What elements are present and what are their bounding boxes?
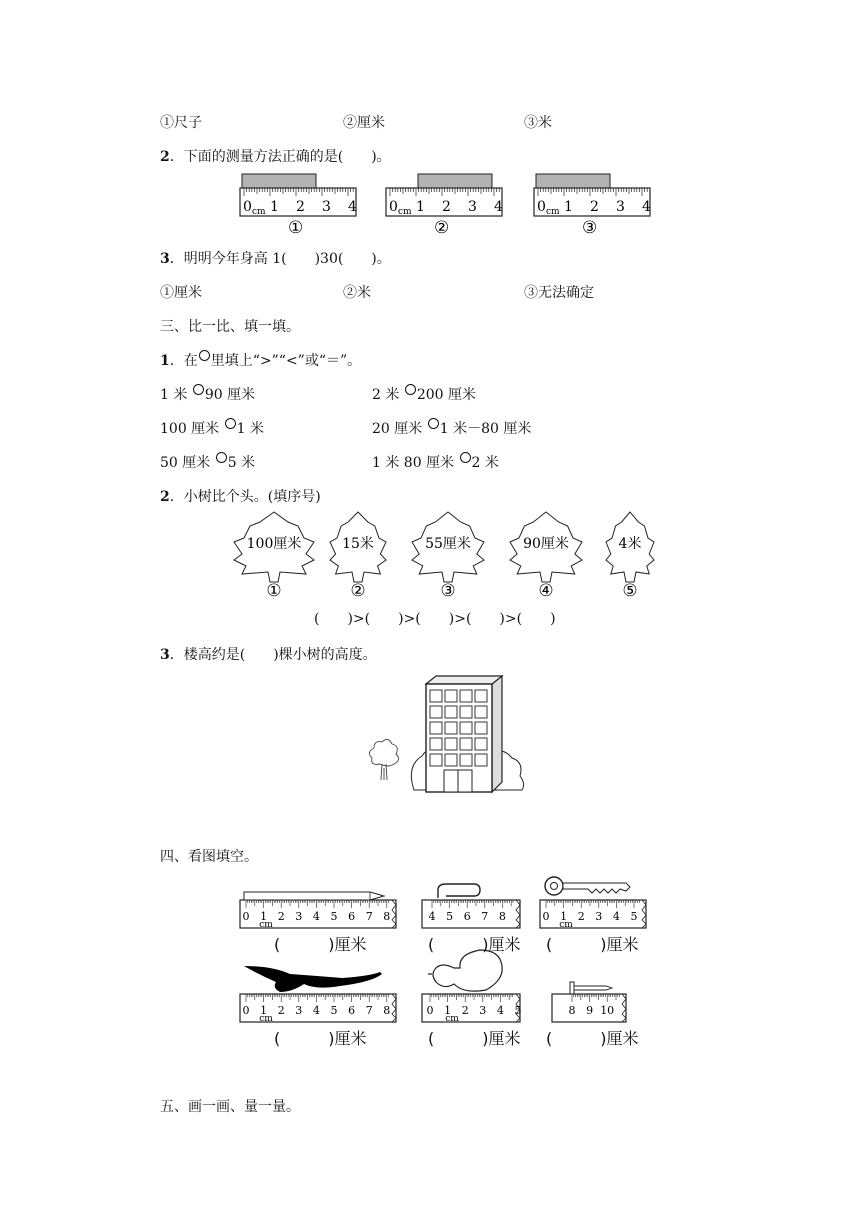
tree-5 [606,512,654,600]
tick-label: 3 [595,910,603,923]
ruler-measurement-figure [236,172,656,236]
gourd-icon [433,950,502,991]
tick-label: 2 [461,1004,469,1017]
compare-item: 1 米 80 厘米 2 米 [372,452,499,472]
circle-icon [199,350,210,361]
tick-label: 3 [295,910,303,923]
tick-label: 4 [496,1004,504,1017]
nail-icon [570,982,574,994]
tick-label: 1 [444,1004,452,1017]
tick-label: 2 [296,199,305,215]
tick-label: 3 [468,199,477,215]
tree-label: 4米 [618,536,642,552]
measured-bar [242,174,316,188]
tick-label: 1 [564,199,573,215]
compare-item: 2 米 200 厘米 [372,384,476,404]
tick-label: 9 [586,1004,594,1017]
q3-option-3: ③无法确定 [524,285,594,301]
sec3-question-3: 3．楼高约是( )棵小树的高度。 [160,647,377,663]
compare-item: 20 厘米 1 米－80 厘米 [372,418,531,438]
tick-label: 5 [630,910,638,923]
ruler-gourd [422,994,522,1024]
tree-label: 55厘米 [425,536,471,552]
tick-label: 0 [242,1004,250,1017]
tree-number: ② [350,581,366,600]
tree-number: ③ [440,581,456,600]
tree-3 [412,512,484,600]
option-number: ③ [582,218,598,236]
tick-label: 1 [260,1004,268,1017]
paperclip-icon [438,884,480,898]
unit-label: cm [445,1014,459,1024]
ruler-pencil [240,900,396,930]
q3-option-2: ②米 [343,285,371,301]
answer-blank-3[interactable]: ( )厘米 [546,935,639,954]
option-number: ① [288,218,304,236]
tree-number: ⑤ [622,581,638,600]
answer-blank-2[interactable]: ( )厘米 [428,935,521,954]
option-2: ②厘米 [343,115,385,131]
option-3: ③米 [524,115,552,131]
q3-option-1: ①厘米 [160,285,202,301]
tree-label: 90厘米 [523,536,569,552]
answer-blank-6[interactable]: ( )厘米 [546,1029,639,1048]
option-number: ② [434,218,450,236]
ruler-key [540,900,646,930]
tick-label: 3 [322,199,331,215]
compare-circle[interactable] [193,384,204,395]
ruler-option-3 [534,174,651,236]
tick-label: 5 [514,1004,522,1017]
tick-label: 8 [383,1004,391,1017]
tick-label: 1 [416,199,425,215]
measured-bar [536,174,610,188]
compare-item: 100 厘米 1 米 [160,418,264,438]
tick-label: 5 [330,1004,338,1017]
tick-label: 10 [600,1004,615,1017]
tick-label: 7 [481,910,489,923]
compare-circle[interactable] [225,418,236,429]
compare-item: 50 厘米 5 米 [160,452,255,472]
tick-label: 4 [642,199,651,215]
sec3-question-2: 2．小树比个头。(填序号) [160,489,321,505]
measured-bar [418,174,492,188]
tick-label: 4 [494,199,503,215]
answer-blank-1[interactable]: ( )厘米 [274,935,367,954]
tick-label: 4 [428,910,436,923]
tick-label: 2 [277,1004,285,1017]
tree-label: 100厘米 [246,536,302,552]
tree-1 [234,512,314,600]
unit-label: cm [259,1014,273,1024]
ruler-clip [422,900,520,928]
compare-circle[interactable] [216,452,227,463]
section-5-title: 五、画一画、量一量。 [160,1099,300,1115]
building-and-tree-figure [362,670,528,798]
tick-label: 4 [348,199,357,215]
question-2 [160,146,391,166]
tree-number: ① [266,581,282,600]
compare-circle[interactable] [460,452,471,463]
tick-label: 2 [277,910,285,923]
tick-label: cm [252,207,266,217]
ruler-option-1 [240,174,357,236]
tick-label: 2 [442,199,451,215]
tree-4 [510,512,582,600]
tick-label: 0 [426,1004,434,1017]
tree-label: 15米 [342,536,374,552]
small-tree-icon [369,739,398,780]
question-text: ．下面的测量方法正确的是( )。 [169,149,391,165]
sec3-question-1: 1．在 里填上“>”“<”或“＝”。 [160,350,361,370]
tick-label: 6 [463,910,471,923]
tree-number: ④ [538,581,554,600]
tick-label: 4 [312,1004,320,1017]
tick-label: 2 [577,910,585,923]
question-number: 2 [160,149,170,165]
tick-label: 2 [590,199,599,215]
tick-label: 1 [560,910,568,923]
order-blanks[interactable]: ( )>( )>( )>( )>( ) [314,611,556,627]
section-4-title: 四、看图填空。 [160,849,258,865]
tick-label: 3 [295,1004,303,1017]
tick-label: 3 [616,199,625,215]
answer-blank-4[interactable]: ( )厘米 [274,1029,367,1048]
ruler-leaf [240,994,396,1024]
tick-label: 5 [330,910,338,923]
tree-2 [330,512,386,600]
compare-circle[interactable] [428,418,439,429]
tick-label: 8 [383,910,391,923]
tick-label: 8 [498,910,506,923]
tick-label: cm [546,207,560,217]
leaf-icon [244,966,382,992]
tick-label: 1 [270,199,279,215]
tick-label: 6 [348,1004,356,1017]
tick-label: cm [398,207,412,217]
tick-label: 0 [242,910,250,923]
unit-label: cm [559,920,573,930]
tick-label: 3 [479,1004,487,1017]
trees-figure [226,508,666,600]
compare-item: 1 米 90 厘米 [160,384,255,404]
tick-label: 4 [612,910,620,923]
tick-label: 0 [243,199,252,215]
tick-label: 0 [537,199,546,215]
tick-label: 0 [542,910,550,923]
tick-label: 7 [365,910,373,923]
section-3-title: 三、比一比、填一填。 [160,319,300,335]
tick-label: 0 [389,199,398,215]
option-1: ①尺子 [160,115,202,131]
unit-label: cm [259,920,273,930]
answer-blank-5[interactable]: ( )厘米 [428,1029,521,1048]
pencil-icon [244,892,384,900]
question-3: 3．明明今年身高 1( )30( )。 [160,251,391,267]
tick-label: 5 [446,910,454,923]
ruler-nail [552,994,626,1022]
compare-circle[interactable] [405,384,416,395]
tick-label: 4 [312,910,320,923]
tick-label: 1 [260,910,268,923]
ruler-option-2 [386,174,503,236]
tick-label: 6 [348,910,356,923]
tick-label: 7 [365,1004,373,1017]
tick-label: 8 [568,1004,576,1017]
